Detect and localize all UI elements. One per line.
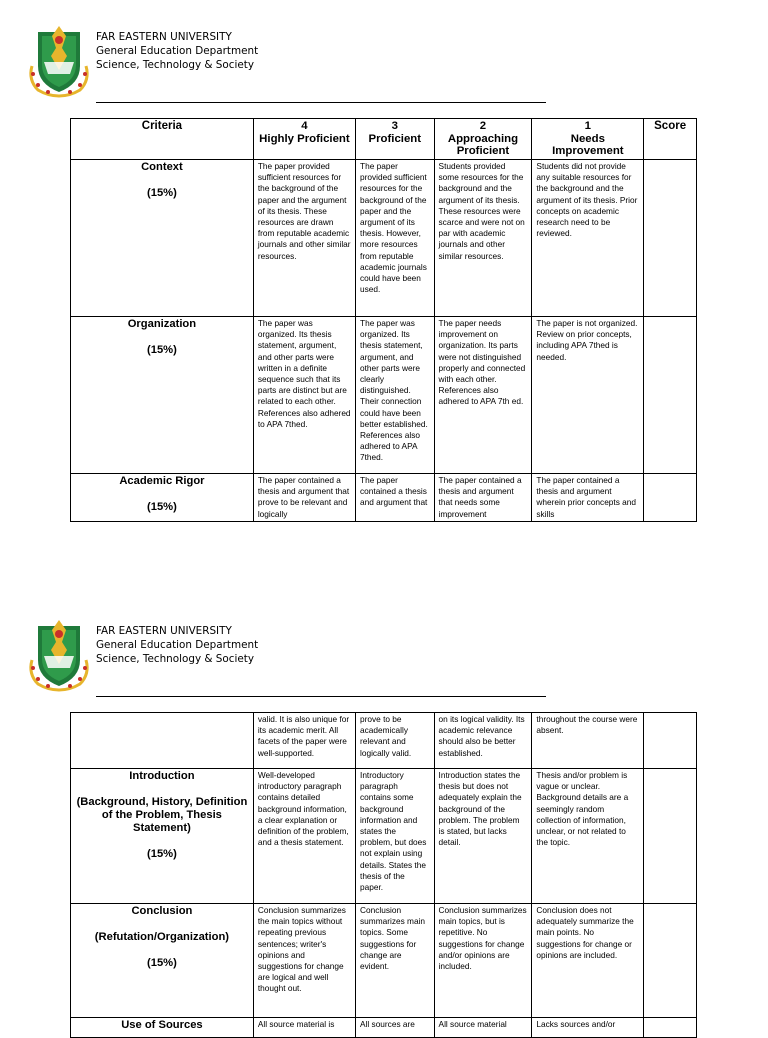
criterion-cell: [71, 1018, 254, 1038]
level-4-header: [253, 119, 355, 160]
score-cell[interactable]: [644, 713, 697, 769]
criterion-weight: (15%): [147, 344, 177, 356]
criterion-name: Organization: [127, 318, 197, 330]
descriptor-cell-level-1: The paper is not organized. Review on prior concepts, including APA 7thed is needed.: [532, 317, 644, 474]
level-1-label: Needs Improvement: [552, 132, 624, 157]
descriptor-cell-level-1: Lacks sources and/or: [532, 1018, 644, 1038]
criterion-subtitle: (Refutation/Organization): [94, 931, 230, 943]
score-cell[interactable]: [644, 1018, 697, 1038]
university-name: FAR EASTERN UNIVERSITY: [96, 625, 232, 637]
descriptor-cell-level-4: Conclusion summarizes the main topics without repeating previous sentences; writer's opinions and suggestions for change are logical and well thought out.: [253, 904, 355, 1018]
level-2-label: Approaching Proficient: [447, 132, 519, 157]
criterion-cell: [71, 317, 254, 474]
descriptor-cell-level-3: prove to be academically relevant and logically valid.: [356, 713, 435, 769]
descriptor-cell-level-4: valid. It is also unique for its academic merit. All facets of the paper were well-supported.: [253, 713, 355, 769]
department-name: General Education Department: [96, 639, 259, 651]
criterion-cell: [71, 769, 254, 904]
descriptor-cell-level-4: Well-developed introductory paragraph contains detailed background information, a clear explanation or definition of the problem, and a thesis statement.: [253, 769, 355, 904]
fe-university-seal-icon: [24, 22, 94, 98]
header-text: [96, 30, 258, 72]
descriptor-cell-level-2: on its logical validity. Its academic relevance should also be better established.: [434, 713, 532, 769]
department-name: General Education Department: [96, 45, 259, 57]
course-name: Science, Technology & Society: [96, 653, 254, 665]
university-name: FAR EASTERN UNIVERSITY: [96, 31, 232, 43]
rubric-header-row: [71, 119, 697, 160]
criterion-name: Conclusion: [131, 905, 193, 917]
criteria-header: Criteria: [71, 119, 254, 160]
rubric-table-page2: [70, 712, 697, 1038]
descriptor-cell-level-3: The paper contained a thesis and argument that: [356, 474, 435, 522]
rubric-row-use-of-sources: [71, 1018, 697, 1038]
rubric-row-conclusion: [71, 904, 697, 1018]
rubric-row-introduction: [71, 769, 697, 904]
descriptor-cell-level-3: Introductory paragraph contains some background information and states the problem, but does not explain using details. States the thesis of the paper.: [356, 769, 435, 904]
level-1-header: [532, 119, 644, 160]
level-3-label: Proficient: [368, 132, 422, 145]
descriptor-cell-level-4: The paper provided sufficient resources for the background of the paper and the argument of its thesis. These resources are drawn from reputable academic journals and other similar resources.: [253, 160, 355, 317]
descriptor-cell-level-4: The paper was organized. Its thesis statement, argument, and other parts were written in a definite sequence such that its parts are distinct but are related to each other. References also adhered to APA 7thed.: [253, 317, 355, 474]
score-cell[interactable]: [644, 769, 697, 904]
descriptor-cell-level-2: The paper contained a thesis and argument that needs some improvement: [434, 474, 532, 522]
criterion-cell: [71, 160, 254, 317]
score-cell[interactable]: [644, 474, 697, 522]
criterion-weight: (15%): [147, 957, 177, 969]
score-cell[interactable]: [644, 317, 697, 474]
level-2-number: 2: [479, 120, 487, 132]
descriptor-cell-level-3: The paper provided sufficient resources for the background of the paper and the argument of its thesis. However, more resources from reputable academic journals could have been used.: [356, 160, 435, 317]
descriptor-cell-level-1: throughout the course were absent.: [532, 713, 644, 769]
page2-header: [24, 616, 564, 696]
criterion-weight: (15%): [147, 848, 177, 860]
descriptor-cell-level-2: Introduction states the thesis but does not adequately explain the background of the problem. The problem is stated, but lacks detail.: [434, 769, 532, 904]
course-name: Science, Technology & Society: [96, 59, 254, 71]
page1-header: [24, 22, 564, 102]
score-cell[interactable]: [644, 904, 697, 1018]
score-cell[interactable]: [644, 160, 697, 317]
criterion-cell: [71, 474, 254, 522]
level-4-label: Highly Proficient: [259, 132, 350, 145]
descriptor-cell-level-3: The paper was organized. Its thesis statement, argument, and other parts were clearly distinguished. Their connection could have been better established. References also adhered to APA 7thed.: [356, 317, 435, 474]
score-header: Score: [644, 119, 697, 160]
level-2-header: [434, 119, 532, 160]
descriptor-cell-level-4: All source material is: [253, 1018, 355, 1038]
header-divider: [96, 696, 546, 697]
descriptor-cell-level-2: All source material: [434, 1018, 532, 1038]
descriptor-cell-level-2: Students provided some resources for the background and the argument of its thesis. These resources were scarce and were not on par with academic journals and other similar resources.: [434, 160, 532, 317]
descriptor-cell-level-1: Conclusion does not adequately summarize the main points. No suggestions for change or opinions are included.: [532, 904, 644, 1018]
level-1-number: 1: [584, 120, 591, 132]
header-divider: [96, 102, 546, 103]
rubric-row-continued: [71, 713, 697, 769]
header-text: [96, 624, 258, 666]
level-4-number: 4: [301, 120, 308, 132]
descriptor-cell-level-2: Conclusion summarizes main topics, but is repetitive. No suggestions for change and/or opinions are included.: [434, 904, 532, 1018]
criterion-name: Context: [141, 161, 183, 173]
level-3-number: 3: [391, 120, 398, 132]
criterion-subtitle: (Background, History, Definition of the Problem, Thesis Statement): [76, 796, 248, 834]
criterion-weight: (15%): [147, 187, 177, 199]
rubric-row-academic-rigor: [71, 474, 697, 522]
level-3-header: [356, 119, 435, 160]
criterion-name: Introduction: [129, 770, 195, 782]
descriptor-cell-level-1: Students did not provide any suitable resources for the background and the argument of its thesis. Prior concepts on academic research need to be reviewed.: [532, 160, 644, 317]
descriptor-cell-level-3: All sources are: [356, 1018, 435, 1038]
descriptor-cell-level-1: The paper contained a thesis and argument wherein prior concepts and skills: [532, 474, 644, 522]
descriptor-cell-level-2: The paper needs improvement on organization. Its parts were not distinguished properly and connected with each other. References also adhered to APA 7th ed.: [434, 317, 532, 474]
criterion-cell: [71, 713, 254, 769]
fe-university-seal-icon: [24, 616, 94, 692]
rubric-table-page1: [70, 118, 697, 522]
criterion-name: Use of Sources: [121, 1019, 203, 1031]
descriptor-cell-level-1: Thesis and/or problem is vague or unclear. Background details are a seemingly random collection of information, unclear, or not related to the topic.: [532, 769, 644, 904]
rubric-row-context: [71, 160, 697, 317]
criterion-weight: (15%): [147, 501, 177, 513]
rubric-row-organization: [71, 317, 697, 474]
criterion-name: Academic Rigor: [119, 475, 205, 487]
criterion-cell: [71, 904, 254, 1018]
descriptor-cell-level-3: Conclusion summarizes main topics. Some suggestions for change are evident.: [356, 904, 435, 1018]
descriptor-cell-level-4: The paper contained a thesis and argument that prove to be relevant and logically: [253, 474, 355, 522]
